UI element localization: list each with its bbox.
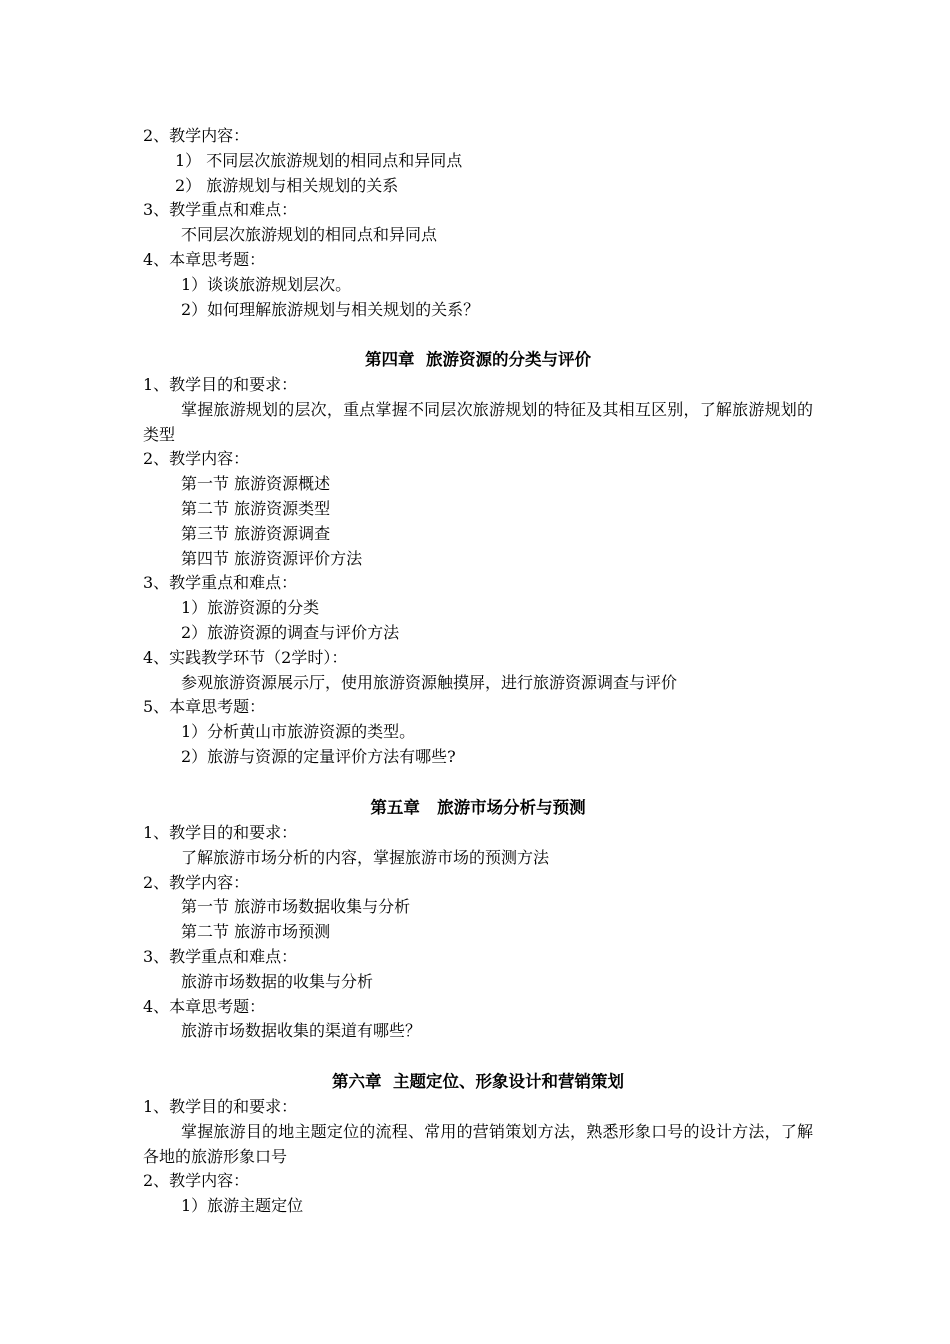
review-question-item: 2）旅游与资源的定量评价方法有哪些? (181, 746, 456, 766)
section-item: 第一节 旅游资源概述 (181, 474, 331, 494)
section-item: 第二节 旅游市场预测 (181, 922, 331, 942)
teaching-goal-heading: 1、教学目的和要求： (143, 1097, 298, 1116)
review-question-item: 2）如何理解旅游规划与相关规划的关系？ (181, 299, 480, 319)
key-point-item: 1）旅游资源的分类 (181, 598, 320, 618)
teaching-content-heading: 2、教学内容： (143, 872, 250, 892)
chapter5-body (143, 821, 813, 1044)
teaching-goal-text: 了解旅游市场分析的内容，掌握旅游市场的预测方法 (181, 847, 550, 867)
section-item: 第二节 旅游资源类型 (181, 498, 331, 518)
chapter5-title: 第五章 旅游市场分析与预测 (370, 798, 586, 817)
chapter6-body (143, 1095, 813, 1219)
teaching-content-heading: 2、教学内容： (143, 1171, 250, 1191)
chapter4-body (143, 373, 813, 770)
teaching-goal-text: 掌握旅游规划的层次，重点掌握不同层次旅游规划的特征及其相互区别，了解旅游规划的类型 (143, 399, 813, 444)
review-questions-heading: 4、本章思考题： (143, 996, 266, 1016)
content-item: 2） 旅游规划与相关规划的关系 (175, 175, 399, 195)
chapter3-tail (143, 124, 813, 322)
key-point-item: 旅游市场数据的收集与分析 (181, 971, 374, 991)
teaching-content-heading: 2、教学内容： (143, 449, 250, 469)
content-item: 1） 不同层次旅游规划的相同点和异同点 (175, 150, 463, 170)
content-item: 1）旅游主题定位 (181, 1196, 304, 1216)
key-points-heading: 3、教学重点和难点： (143, 200, 298, 220)
section-item: 第四节 旅游资源评价方法 (181, 548, 363, 568)
teaching-goal-heading: 1、教学目的和要求： (143, 375, 298, 394)
chapter6-title: 第六章 主题定位、形象设计和营销策划 (332, 1072, 624, 1091)
review-question-item: 1）谈谈旅游规划层次。 (181, 274, 352, 294)
key-point-item: 2）旅游资源的调查与评价方法 (181, 622, 400, 642)
section-item: 第三节 旅游资源调查 (181, 523, 331, 543)
review-question-item: 旅游市场数据收集的渠道有哪些？ (181, 1021, 422, 1041)
key-points-heading: 3、教学重点和难点： (143, 946, 298, 966)
teaching-content-heading: 2、教学内容： (143, 126, 250, 145)
key-point-item: 不同层次旅游规划的相同点和异同点 (181, 225, 438, 245)
key-points-heading: 3、教学重点和难点： (143, 573, 298, 593)
review-questions-heading: 4、本章思考题： (143, 249, 266, 269)
teaching-goal-text: 掌握旅游目的地主题定位的流程、常用的营销策划方法，熟悉形象口号的设计方法，了解各地的旅游形象口号 (143, 1121, 813, 1166)
chapter4-title: 第四章 旅游资源的分类与评价 (365, 350, 591, 369)
teaching-goal-heading: 1、教学目的和要求： (143, 823, 298, 842)
review-question-item: 1）分析黄山市旅游资源的类型。 (181, 722, 416, 742)
practice-heading: 4、实践教学环节（2学时）： (143, 647, 348, 667)
section-item: 第一节 旅游市场数据收集与分析 (181, 897, 411, 917)
review-questions-heading: 5、本章思考题： (143, 697, 266, 717)
practice-text: 参观旅游资源展示厅，使用旅游资源触摸屏，进行旅游资源调查与评价 (181, 672, 678, 692)
